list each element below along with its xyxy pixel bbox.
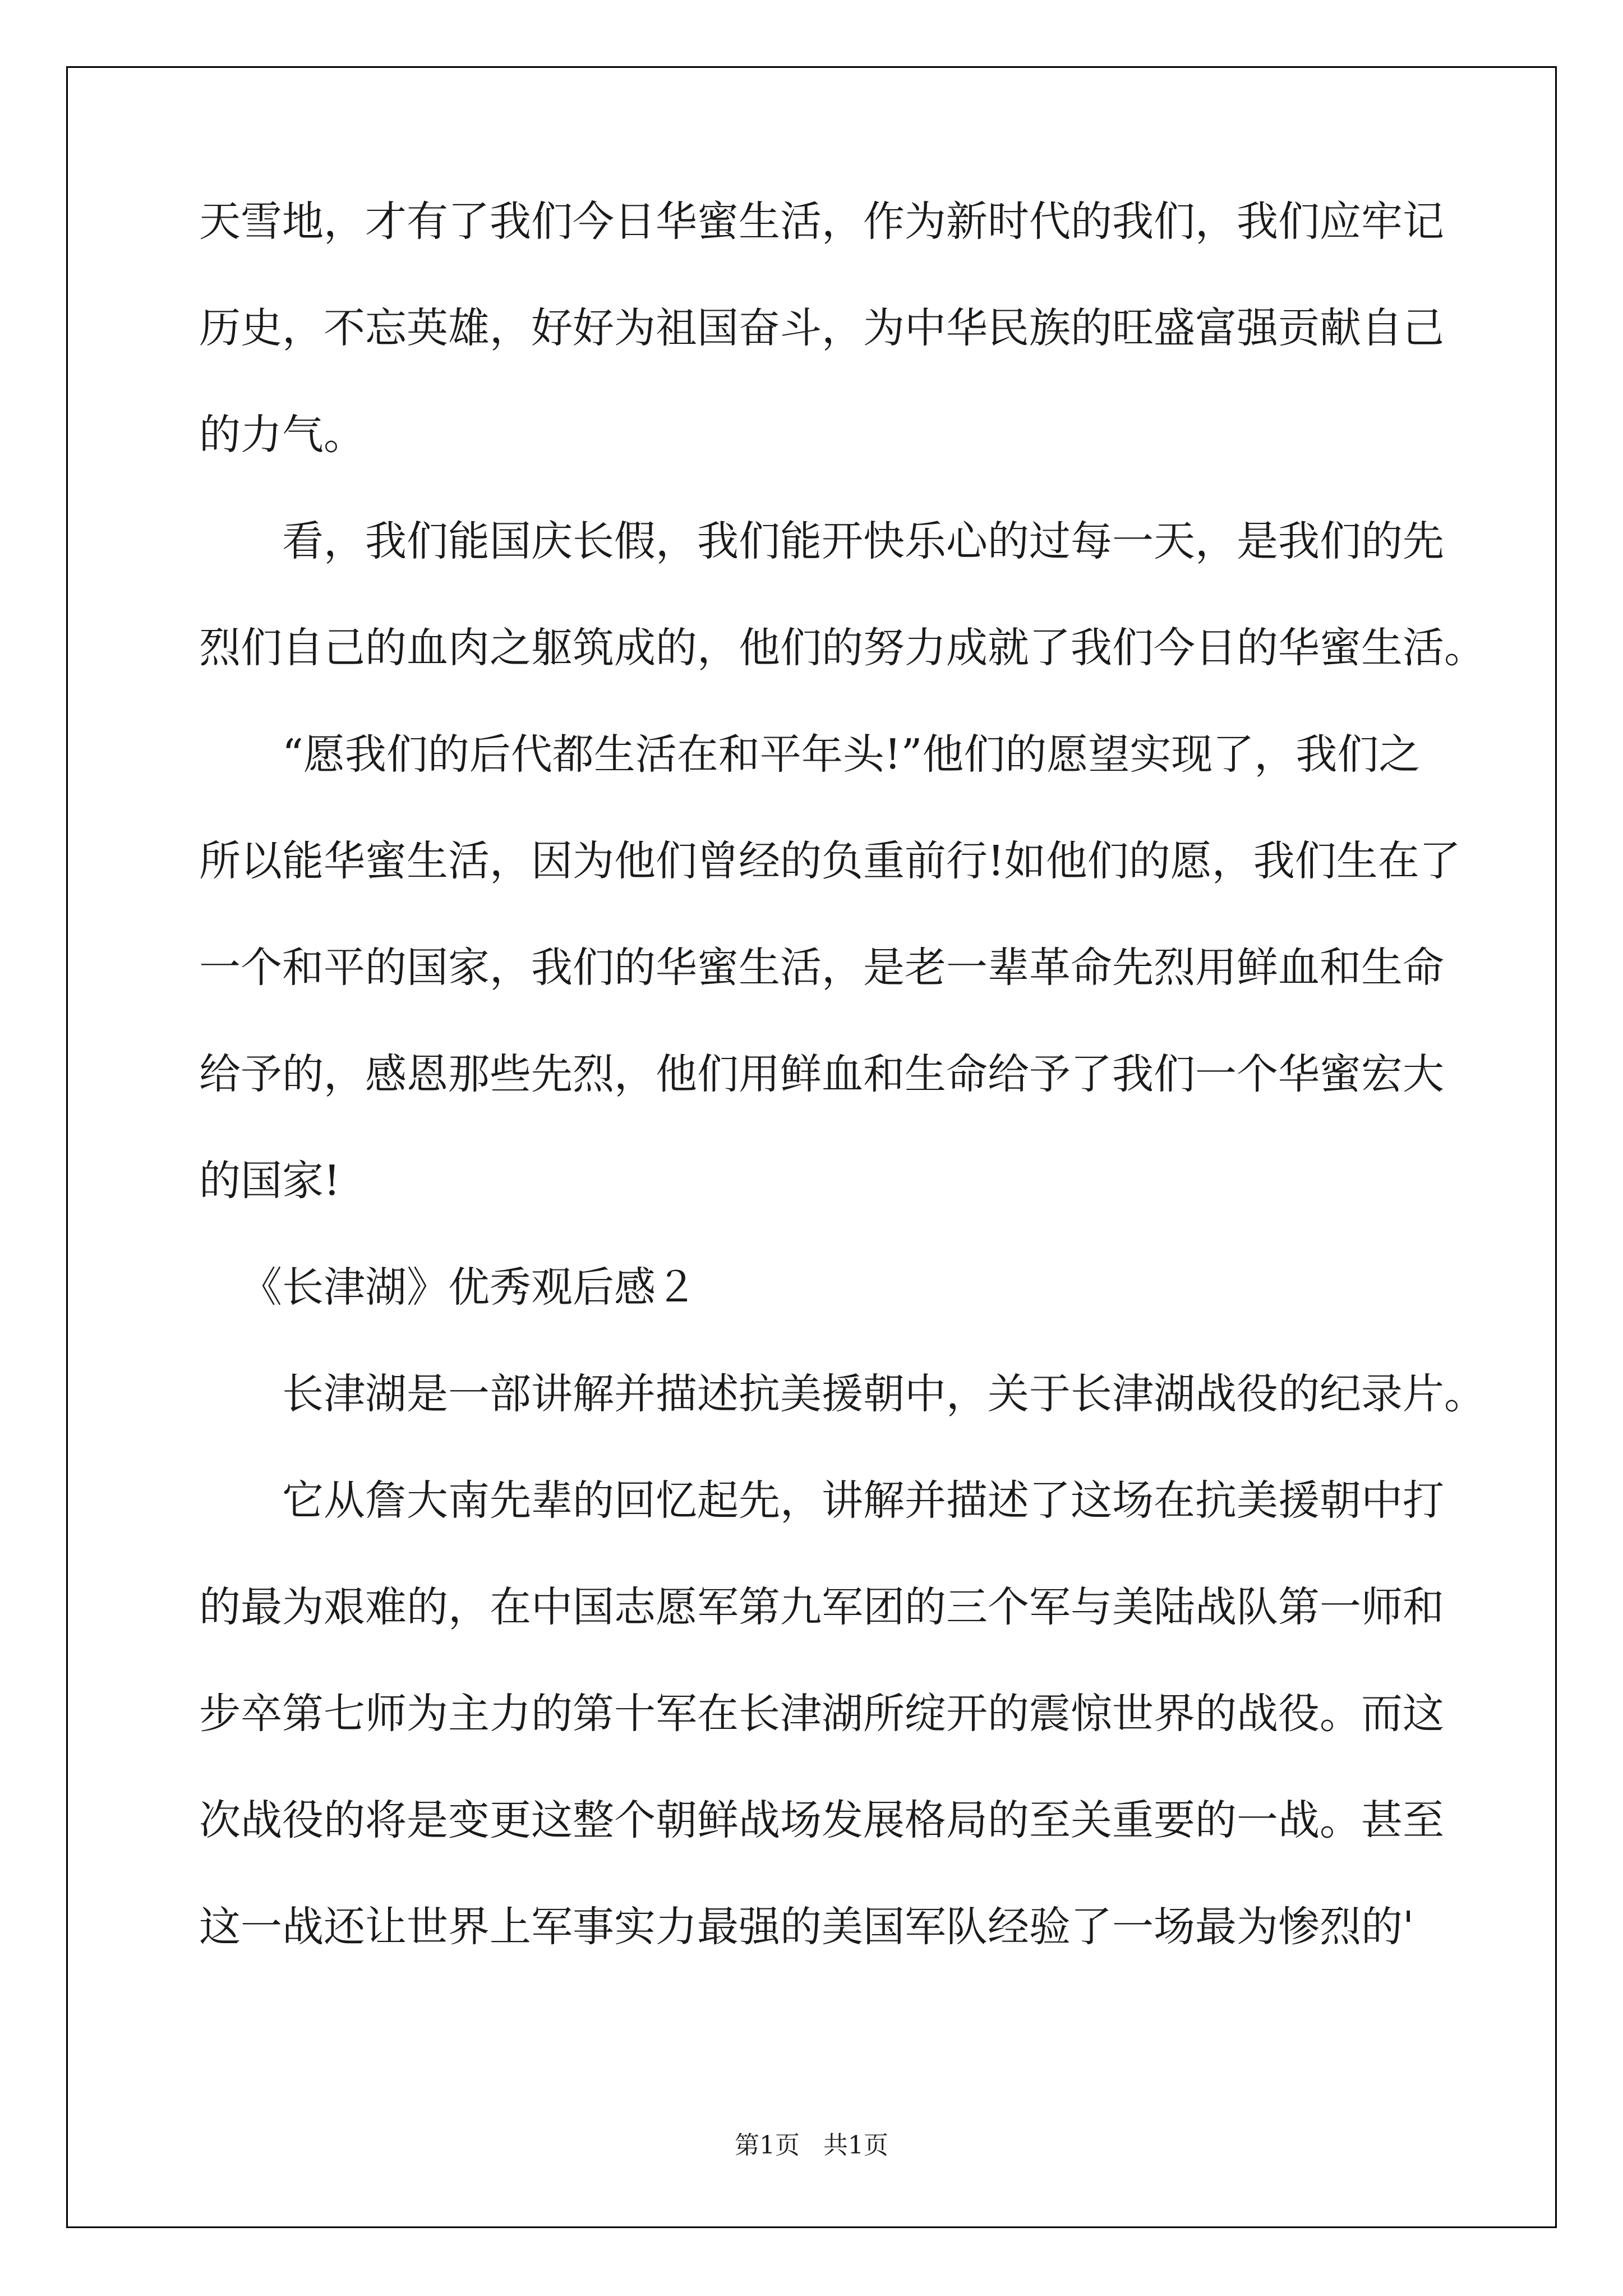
text-line: 烈们自己的血肉之躯筑成的，他们的努力成就了我们今日的华蜜生活。 bbox=[199, 624, 1486, 672]
text-line: 步卒第七师为主力的第十军在长津湖所绽开的震惊世界的战役。而这 bbox=[199, 1690, 1444, 1738]
page-number-footer: 第1页 共1页 bbox=[735, 2131, 888, 2160]
text-line: 这一战还让世界上军事实力最强的美国军队经验了一场最为惨烈的' bbox=[199, 1903, 1414, 1951]
text-line: 所以能华蜜生活，因为他们曾经的负重前行!如他们的愿，我们生在了 bbox=[199, 837, 1461, 885]
text-line: “愿我们的后代都生活在和平年头!”他们的愿望实现了，我们之 bbox=[282, 730, 1421, 779]
text-line: 的最为艰难的，在中国志愿军第九军团的三个军与美陆战队第一师和 bbox=[199, 1583, 1444, 1631]
text-line: 天雪地，才有了我们今日华蜜生活，作为新时代的我们，我们应牢记 bbox=[199, 197, 1444, 246]
section-heading: 《长津湖》优秀观后感２ bbox=[241, 1263, 697, 1312]
text-line: 次战役的将是变更这整个朝鲜战场发展格局的至关重要的一战。甚至 bbox=[199, 1796, 1444, 1844]
text-line: 看，我们能国庆长假，我们能开快乐心的过每一天，是我们的先 bbox=[282, 517, 1444, 565]
text-line: 历史，不忘英雄，好好为祖国奋斗，为中华民族的旺盛富强贡献自己 bbox=[199, 304, 1444, 352]
text-line: 的力气。 bbox=[199, 411, 365, 459]
text-line: 的国家! bbox=[199, 1157, 340, 1205]
text-line: 给予的，感恩那些先烈，他们用鲜血和生命给予了我们一个华蜜宏大 bbox=[199, 1050, 1444, 1098]
text-line: 它从詹大南先辈的回忆起先，讲解并描述了这场在抗美援朝中打 bbox=[282, 1476, 1444, 1525]
text-line: 长津湖是一部讲解并描述抗美援朝中，关于长津湖战役的纪录片。 bbox=[282, 1370, 1486, 1418]
text-line: 一个和平的国家，我们的华蜜生活，是老一辈革命先烈用鲜血和生命 bbox=[199, 944, 1444, 992]
